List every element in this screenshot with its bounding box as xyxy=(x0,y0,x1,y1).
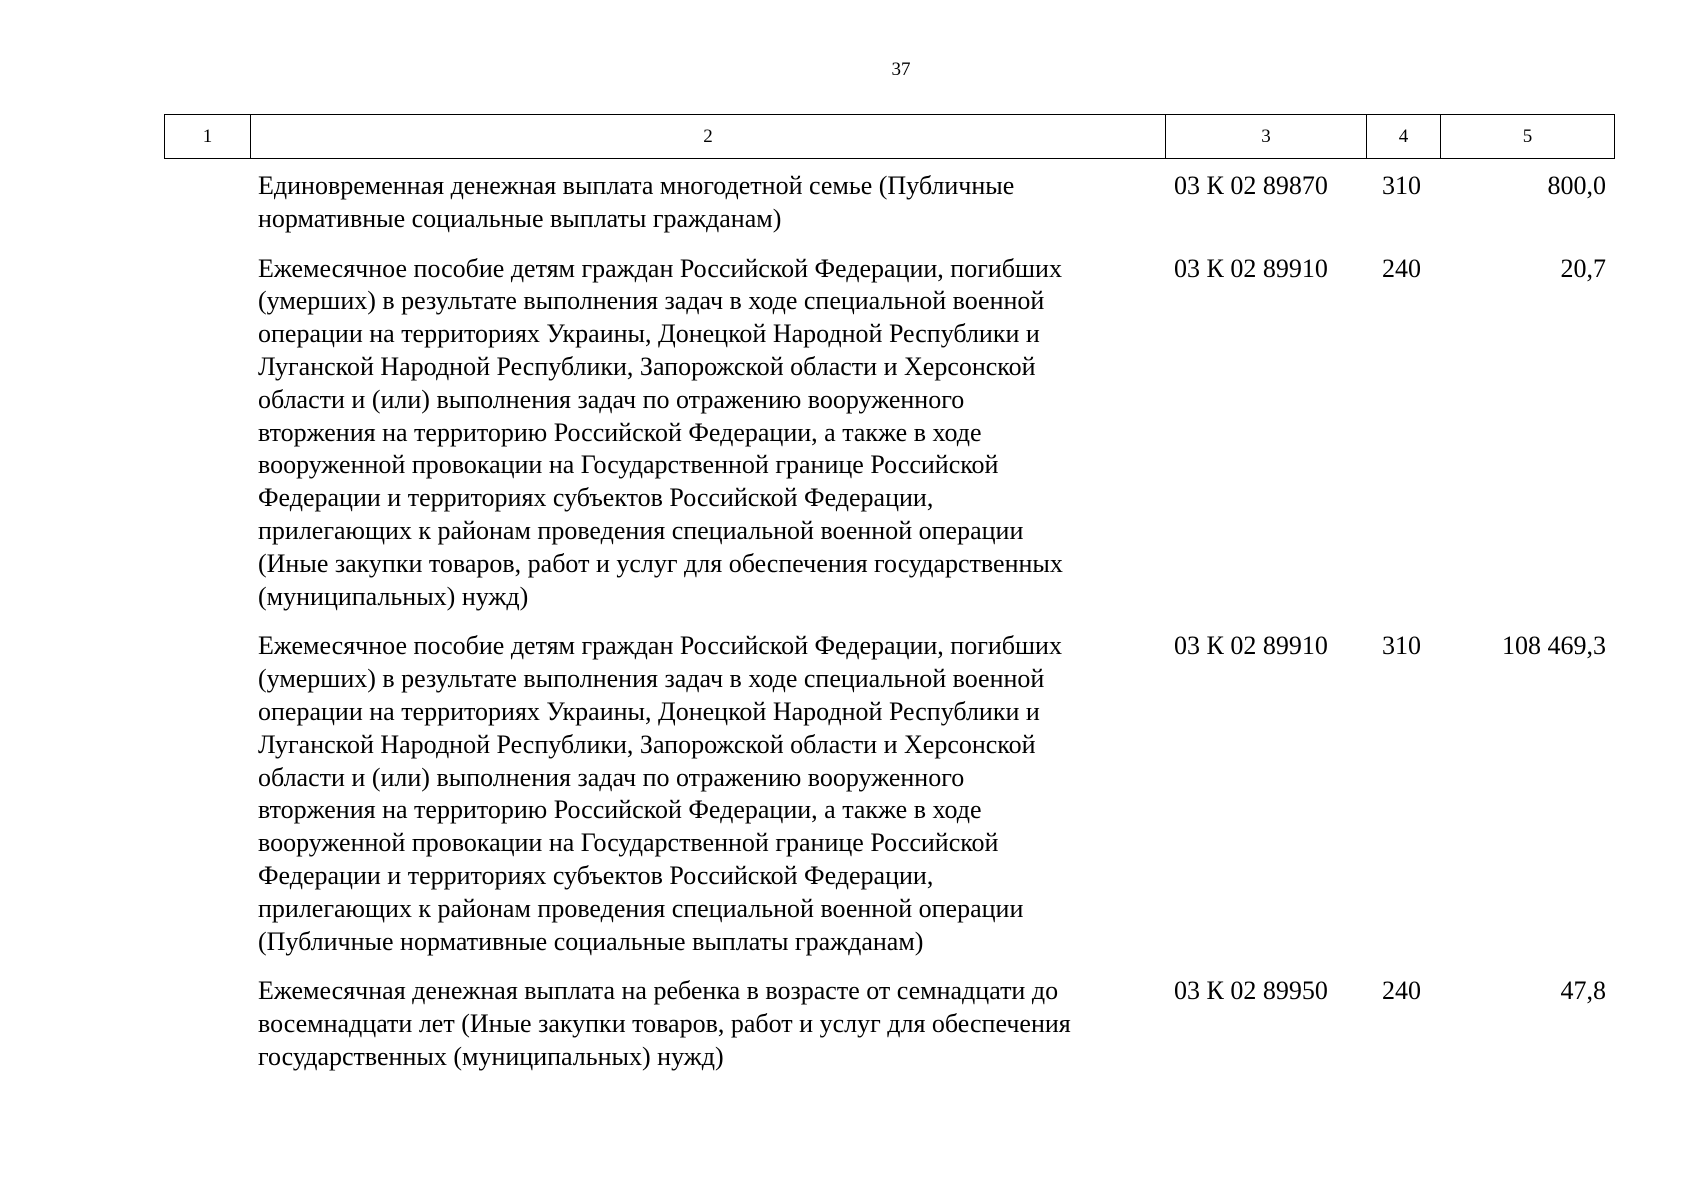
header-cell-1: 1 xyxy=(165,115,251,158)
table-row xyxy=(164,253,1615,614)
row-amount: 20,7 xyxy=(1560,253,1606,283)
table-row xyxy=(164,630,1615,958)
row-code: 03 К 02 89870 xyxy=(1174,171,1328,200)
header-cell-5: 5 xyxy=(1522,125,1533,147)
row-description: Единовременная денежная выплата многодетной семье (Публичные нормативные социальные выплаты гражданам) xyxy=(258,171,1015,233)
row-type: 240 xyxy=(1382,976,1421,1006)
table-row xyxy=(164,975,1615,1073)
row-type: 310 xyxy=(1382,171,1421,200)
row-code: 03 К 02 89910 xyxy=(1174,631,1328,661)
header-cell-2: 2 xyxy=(251,115,1166,158)
table-body xyxy=(164,170,1615,1091)
row-amount: 47,8 xyxy=(1560,976,1606,1006)
row-amount: 108 469,3 xyxy=(1502,631,1606,661)
row-description: Ежемесячная денежная выплата на ребенка в возрасте от семнадцати до восемнадцати лет (Иные закупки товаров, работ и услуг для обеспечения государственных (муниципальных) нужд) xyxy=(258,976,1071,1071)
table-header xyxy=(164,114,1615,159)
row-type: 310 xyxy=(1382,631,1421,661)
row-code: 03 К 02 89950 xyxy=(1174,976,1328,1006)
page-number: 37 xyxy=(891,59,911,80)
header-cell-3: 3 xyxy=(1166,115,1367,158)
row-description: Ежемесячное пособие детям граждан Российской Федерации, погибших (умерших) в результате выполнения задач в ходе специальной военной операции на территориях Украины, Донецкой Народной Республики и Луганской Народной Республики, Запорожской области и Херсонской области и (или) выполнения задач по отражению вооруженного вторжения на территорию Российской Федерации, а также в ходе вооруженной провокации на Государственной границе Российской Федерации и территориях субъектов Российской Федерации, прилегающих к районам проведения специальной военной операции (Публичные нормативные социальные выплаты гражданам) xyxy=(258,631,1062,956)
row-code: 03 К 02 89910 xyxy=(1174,253,1328,283)
table-row xyxy=(164,170,1615,236)
row-description: Ежемесячное пособие детям граждан Российской Федерации, погибших (умерших) в результате выполнения задач в ходе специальной военной операции на территориях Украины, Донецкой Народной Республики и Луганской Народной Республики, Запорожской области и Херсонской области и (или) выполнения задач по отражению вооруженного вторжения на территорию Российской Федерации, а также в ходе вооруженной провокации на Государственной границе Российской Федерации и территориях субъектов Российской Федерации, прилегающих к районам проведения специальной военной операции (Иные закупки товаров, работ и услуг для обеспечения государственных (муниципальных) нужд) xyxy=(258,253,1063,611)
row-amount: 800,0 xyxy=(1547,171,1606,200)
row-type: 240 xyxy=(1382,253,1421,283)
header-cell-4: 4 xyxy=(1367,115,1441,158)
